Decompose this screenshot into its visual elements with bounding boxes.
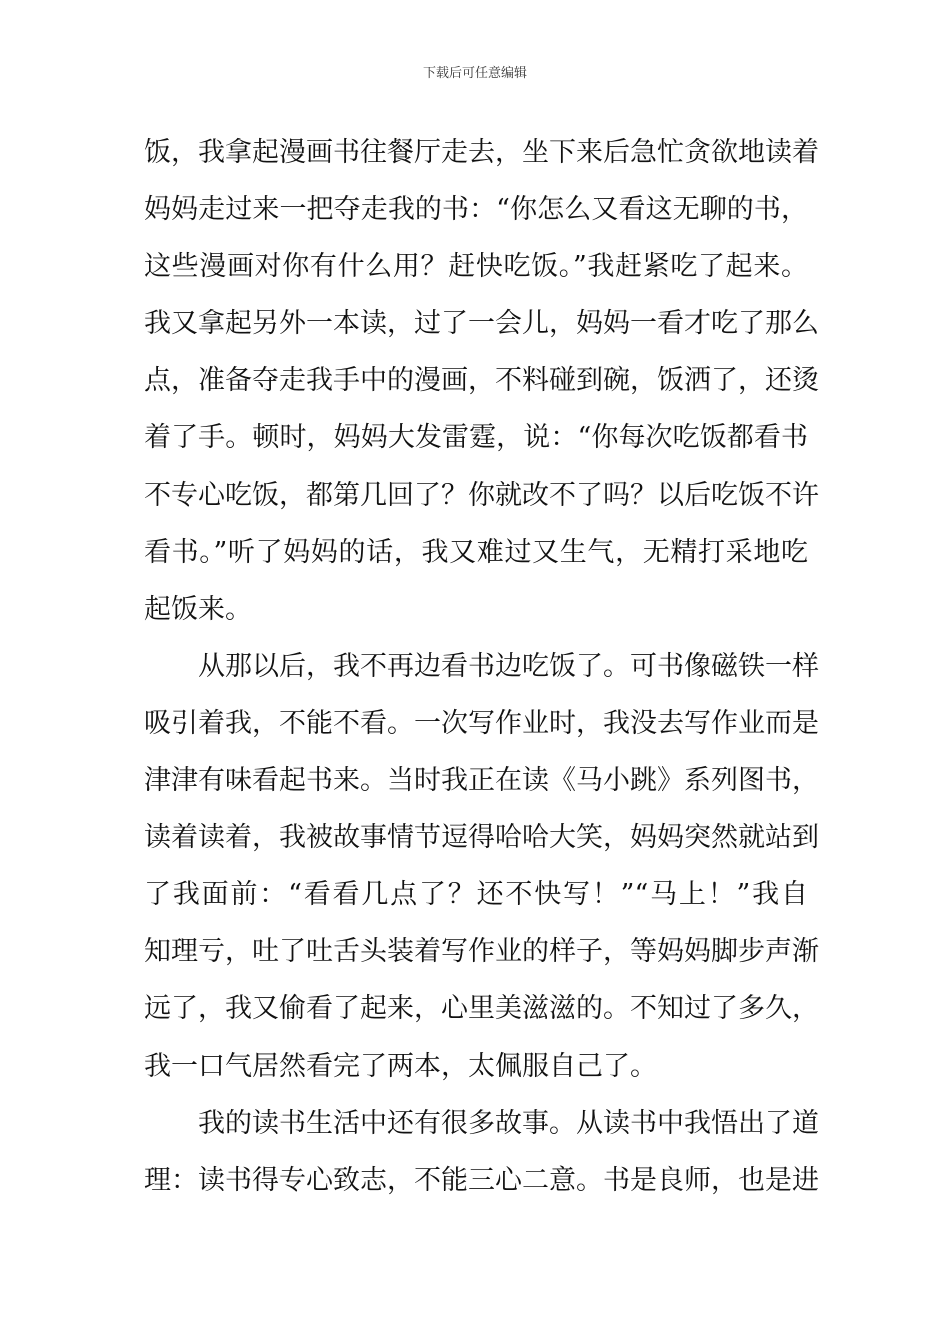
text-line: 看书。”听了妈妈的话，我又难过又生气，无精打采地吃 <box>144 536 808 568</box>
text-line: 不专心吃饭，都第几回了？你就改不了吗？以后吃饭不许 <box>144 479 819 511</box>
text-line: 读着读着，我被故事情节逗得哈哈大笑，妈妈突然就站到 <box>144 822 819 854</box>
text-line: 知理亏，吐了吐舌头装着写作业的样子，等妈妈脚步声渐 <box>144 936 819 968</box>
text-line: 妈妈走过来一把夺走我的书：“你怎么又看这无聊的书， <box>144 194 808 226</box>
text-line: 津津有味看起书来。当时我正在读《马小跳》系列图书， <box>144 765 819 797</box>
text-line: 我一口气居然看完了两本，太佩服自己了。 <box>144 1050 657 1082</box>
page-header: 下载后可任意编辑 <box>422 66 527 81</box>
text-line: 我的读书生活中还有很多故事。从读书中我悟出了道 <box>198 1107 819 1139</box>
text-line: 起饭来。 <box>144 593 252 625</box>
text-line: 吸引着我，不能不看。一次写作业时，我没去写作业而是 <box>144 707 819 739</box>
text-line: 了我面前：“看看几点了？还不快写！”“马上！”我自 <box>144 879 808 911</box>
text-line: 我又拿起另外一本读，过了一会儿，妈妈一看才吃了那么 <box>144 308 819 340</box>
text-line: 饭，我拿起漫画书往餐厅走去，坐下来后急忙贪欲地读着 <box>144 137 819 168</box>
text-line: 理：读书得专心致志，不能三心二意。书是良师，也是进 <box>144 1164 819 1196</box>
paragraph <box>144 1095 819 1209</box>
text-line: 从那以后，我不再边看书边吃饭了。可书像磁铁一样 <box>198 650 819 682</box>
text-line: 着了手。顿时，妈妈大发雷霆，说：“你每次吃饭都看书 <box>144 422 808 454</box>
text-line: 点，准备夺走我手中的漫画，不料碰到碗，饭洒了，还烫 <box>144 365 819 397</box>
paragraph <box>144 638 819 1095</box>
document-body <box>144 124 819 1209</box>
text-line: 这些漫画对你有什么用？赶快吃饭。”我赶紧吃了起来。 <box>144 251 808 283</box>
paragraph <box>144 124 819 638</box>
text-line: 远了，我又偷看了起来，心里美滋滋的。不知过了多久， <box>144 993 819 1025</box>
